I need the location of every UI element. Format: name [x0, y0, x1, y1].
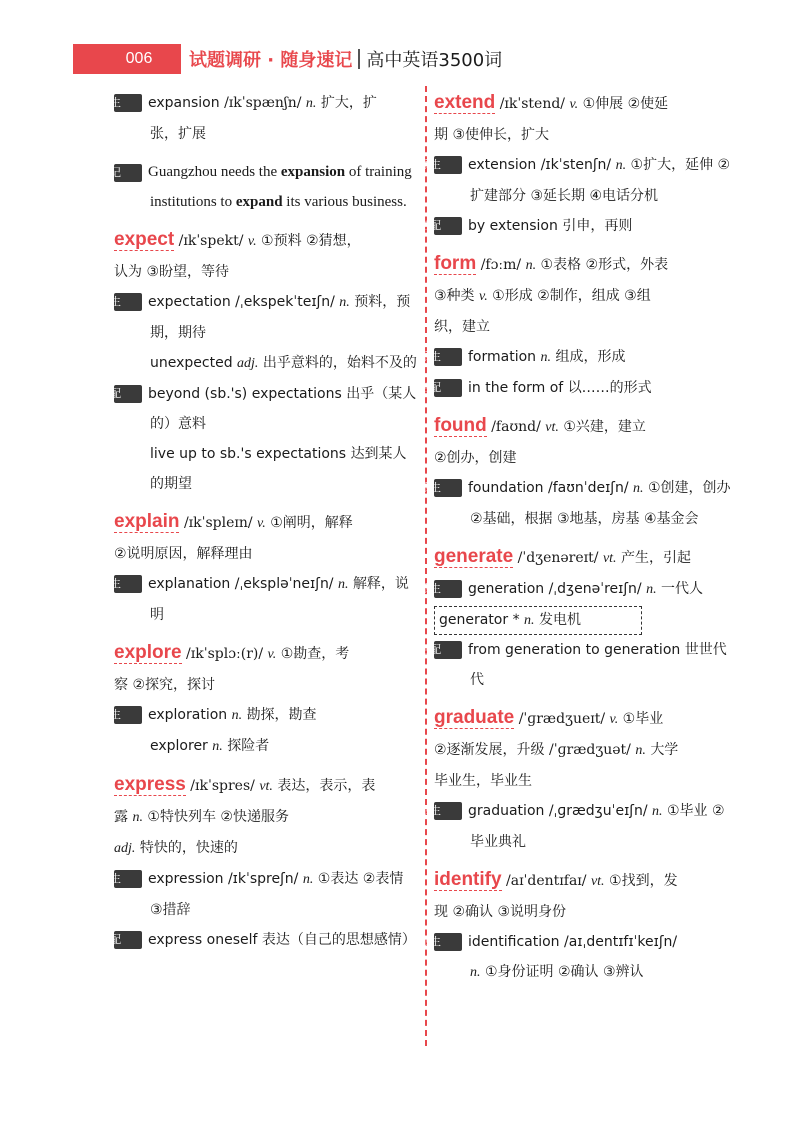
definition: 表达（自己的思想感情）: [261, 932, 416, 948]
headword: express: [114, 774, 186, 795]
pos: n.: [302, 872, 314, 887]
phonetic: /fɔːm/: [480, 257, 522, 273]
definition: ①形成 ②制作，组成 ③组: [492, 288, 651, 304]
definition: 世世代代: [470, 642, 727, 688]
phonetic: /ɪkˈspænʃn/: [224, 95, 302, 111]
example-keyword: expansion: [280, 164, 346, 180]
definition: ①扩大，延伸 ②扩建部分 ③延长期 ④电话分机: [470, 157, 731, 204]
phrase: in the form of: [468, 380, 564, 396]
derived-word: expression /ɪkˈspreʃn/: [148, 871, 299, 887]
derive-tag: 派生: [114, 706, 142, 724]
pos: v.: [569, 97, 579, 112]
definition: 大学: [650, 742, 679, 758]
definition: ①阐明，解释: [270, 515, 353, 531]
pos: n.: [524, 613, 535, 628]
definition-cont: ③种类: [434, 288, 475, 304]
definition: 出乎（某人的）意料: [150, 386, 417, 432]
headword: form: [434, 253, 477, 274]
pos: v.: [257, 516, 266, 531]
example-keyword: expand: [235, 194, 283, 210]
derived-word: generation /ˌdʒenəˈreɪʃn/: [468, 581, 642, 597]
headword: identify: [434, 869, 502, 890]
pos: n.: [132, 810, 143, 825]
example-sentence: [99, 157, 417, 217]
pos: n.: [633, 481, 644, 496]
phrase: express oneself: [148, 932, 258, 948]
collocation-tag: 搭配: [434, 379, 462, 397]
definition: 探险者: [227, 738, 270, 754]
entry-explain: [99, 507, 417, 630]
generator-box: [434, 606, 642, 635]
definition-cont: 认为 ③盼望，等待: [114, 264, 230, 280]
phonetic: /ɪkˈsplɔː(r)/: [186, 646, 264, 662]
pos: n.: [470, 965, 481, 980]
headword: expect: [114, 229, 175, 250]
definition-cont: ②创办，创建: [434, 450, 517, 466]
derived-word: identification /aɪˌdentɪfɪˈkeɪʃn/: [468, 934, 678, 950]
derive-tag: 派生: [434, 802, 462, 820]
entry-generate: [419, 542, 738, 695]
definition: ①身份证明 ②确认 ③辨认: [484, 964, 644, 980]
pos: n.: [305, 96, 317, 111]
definition-cont: 织，建立: [434, 319, 490, 335]
definition: ①表格 ②形式，外表: [540, 257, 669, 273]
definition-cont: 期 ③使伸长，扩大: [434, 127, 550, 143]
definition-cont: 露: [114, 809, 128, 825]
phrase: by extension: [468, 218, 558, 234]
pos: n.: [231, 708, 243, 723]
entry-identify: [419, 865, 738, 988]
collocation-tag: 搭配: [434, 217, 462, 235]
pos: n.: [525, 258, 537, 273]
phrase: beyond (sb.'s) expectations: [148, 386, 342, 402]
definition: 达到某人的期望: [150, 446, 407, 492]
definition: ①创建，创办 ②基础，根据 ③地基，房基 ④基金会: [470, 480, 731, 527]
definition: ①毕业: [622, 711, 664, 727]
example-text: Guangzhou needs the: [148, 164, 278, 180]
phonetic: /ˈɡrædʒuət/: [549, 742, 631, 758]
definition-cont: 毕业生，毕业生: [434, 773, 532, 789]
phonetic: /ɪkˈspleɪn/: [183, 515, 253, 531]
page-number: 006: [73, 44, 181, 74]
derive-tag: 派生: [434, 348, 462, 366]
header-separator: [358, 49, 360, 69]
derived-word: expectation /ˌekspekˈteɪʃn/: [148, 294, 335, 310]
headword: explain: [114, 511, 180, 532]
pos: n.: [540, 350, 551, 365]
definition: 特快的，快速的: [139, 840, 238, 856]
definition: 组成，形成: [555, 349, 626, 365]
derive-tag: 派生: [434, 479, 462, 497]
definition: 以……的形式: [567, 380, 652, 396]
pos: n.: [652, 804, 663, 819]
derive-tag: 派生: [114, 870, 142, 888]
headword: found: [434, 415, 487, 436]
phrase: live up to sb.'s expectations: [150, 446, 347, 462]
definition: 扩大，扩: [320, 95, 377, 111]
definition: ①伸展 ②使延: [582, 96, 669, 112]
pos: v.: [267, 647, 277, 662]
derived-word: graduation /ˌɡrædʒuˈeɪʃn/: [468, 803, 648, 819]
definition: 解释，说明: [150, 576, 409, 623]
derive-tag: 派生: [434, 580, 462, 598]
entry-extend: [419, 88, 738, 241]
right-column: [419, 88, 738, 996]
example-text: of training institutions to: [150, 164, 412, 210]
pos: vt.: [590, 874, 605, 889]
example-tag: 串记: [114, 164, 142, 182]
pos: adj.: [114, 841, 136, 856]
example-text: its various business.: [286, 194, 407, 210]
phrase: from generation to generation: [468, 642, 681, 658]
headword: explore: [114, 642, 182, 663]
pos: v.: [479, 289, 488, 304]
definition: 勘探，勘查: [246, 707, 317, 723]
definition-cont: ②说明原因，解释理由: [114, 546, 253, 562]
pos: n.: [339, 295, 350, 310]
headword: extend: [434, 92, 496, 113]
derive-tag: 派生: [434, 156, 462, 174]
definition-cont: 察 ②探究，探讨: [114, 677, 216, 693]
entry-form: [419, 249, 738, 403]
series-title: 试题调研 · 随身速记: [189, 50, 353, 71]
definition-cont: 张，扩展: [150, 126, 206, 142]
pos: n.: [646, 582, 657, 597]
definition: 引申，再则: [562, 218, 633, 234]
derive-tag: 派生: [114, 293, 142, 311]
pos: adj.: [237, 356, 259, 371]
definition: 发电机: [539, 612, 581, 628]
derive-tag: 派生: [114, 94, 142, 112]
headword: graduate: [434, 707, 515, 728]
word: expansion: [148, 95, 220, 111]
definition: ①勘查，考: [280, 646, 350, 662]
derived-word: explanation /ˌekspləˈneɪʃn/: [148, 576, 334, 592]
left-column: [99, 88, 417, 963]
phonetic: /ɪkˈspres/: [190, 778, 255, 794]
pos: v.: [609, 712, 619, 727]
phonetic: /ˈdʒenəreɪt/: [517, 550, 599, 566]
entry-found: [419, 411, 738, 534]
phonetic: /aɪˈdentɪfaɪ/: [506, 873, 587, 889]
definition: 产生，引起: [621, 550, 691, 566]
definition-cont: ②逐渐发展，升级: [434, 742, 545, 758]
page-header: [73, 44, 502, 74]
pos: n.: [337, 577, 349, 592]
derive-tag: 派生: [434, 933, 462, 951]
pos: v.: [247, 234, 257, 249]
phonetic: /ˈɡrædʒueɪt/: [518, 711, 606, 727]
derived-word: formation: [468, 349, 537, 365]
derived-word: extension /ɪkˈstenʃn/: [468, 157, 612, 173]
derived-word: generator *: [439, 612, 520, 628]
definition: 预料，预期，期待: [150, 294, 411, 341]
derive-tag: 派生: [114, 575, 142, 593]
derived-word: explorer: [150, 738, 208, 754]
pos: vt.: [259, 779, 273, 794]
definition: ①预料 ②猜想，: [261, 233, 361, 249]
pos: n.: [212, 739, 223, 754]
definition: 表达，表示，表: [277, 778, 376, 794]
pos: n.: [615, 158, 627, 173]
pos: vt.: [545, 420, 559, 435]
derived-word: foundation /faʊnˈdeɪʃn/: [468, 480, 629, 496]
derived-word: exploration: [148, 707, 228, 723]
definition: ①毕业 ②毕业典礼: [470, 803, 725, 850]
book-title: 高中英语3500词: [366, 50, 503, 71]
phonetic: /faʊnd/: [491, 419, 541, 435]
definition: 出乎意料的，始料不及的: [262, 355, 417, 371]
collocation-tag: 搭配: [114, 931, 142, 949]
collocation-tag: 搭配: [434, 641, 462, 659]
definition-cont: 现 ②确认 ③说明身份: [434, 904, 567, 920]
entry-expect: [99, 225, 417, 499]
headword: generate: [434, 546, 514, 567]
phonetic: /ɪkˈstend/: [499, 96, 566, 112]
definition: ①兴建，建立: [563, 419, 646, 435]
entry-explore: [99, 638, 417, 762]
definition: ①表达 ②表情 ③措辞: [150, 871, 404, 918]
definition: ①找到，发: [609, 873, 678, 889]
collocation-tag: 搭配: [114, 385, 142, 403]
definition: ①特快列车 ②快递服务: [147, 809, 289, 825]
entry-graduate: [419, 703, 738, 857]
definition: 一代人: [661, 581, 704, 597]
phonetic: /ɪkˈspekt/: [178, 233, 244, 249]
derived-word: unexpected: [150, 355, 233, 371]
pos: vt.: [602, 551, 617, 566]
entry-express: [99, 770, 417, 955]
pos: n.: [635, 743, 646, 758]
entry-expansion: [99, 88, 417, 149]
